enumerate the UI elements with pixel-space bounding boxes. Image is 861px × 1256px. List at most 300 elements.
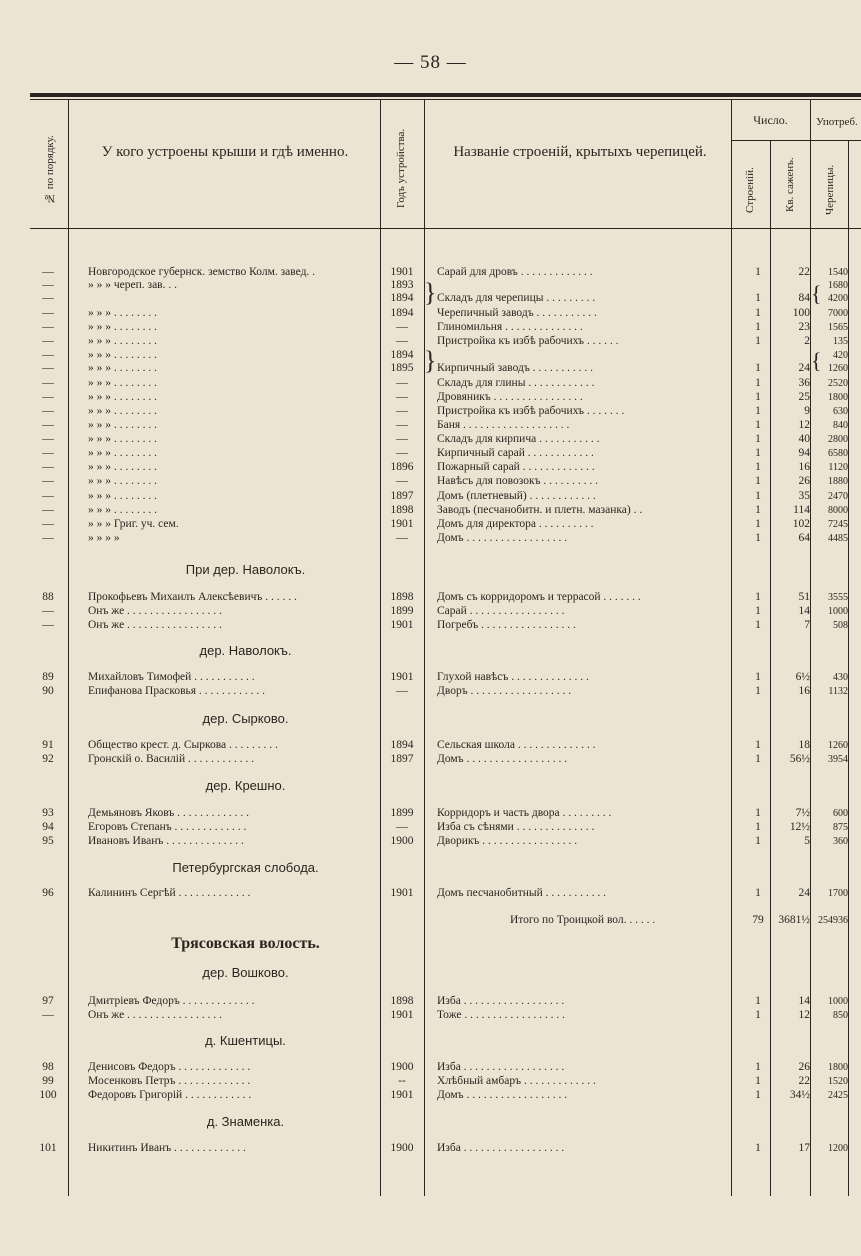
building-count: 1 xyxy=(755,292,761,304)
square-sazhen: 26 xyxy=(798,475,810,487)
building-name: Заводъ (песчанобитн. и плетн. мазанка) . . xyxy=(437,504,643,516)
owner: Федоровъ Григорій . . . . . . . . . . . . xyxy=(88,1089,252,1101)
building-name: Кирпичный сарай . . . . . . . . . . . . xyxy=(437,447,594,459)
square-sazhen: 40 xyxy=(798,433,810,445)
building-count: 1 xyxy=(755,532,761,544)
header-who: У кого устроены крыши и гдѣ именно. xyxy=(101,144,349,160)
owner: Онъ же . . . . . . . . . . . . . . . . . xyxy=(88,1009,222,1021)
top-rule-thin xyxy=(30,99,861,100)
tiles-count: 1880 xyxy=(828,476,848,487)
building-name: Домъ песчанобитный . . . . . . . . . . . xyxy=(437,887,607,899)
row-number: — xyxy=(42,605,54,617)
tiles-count: 1800 xyxy=(828,392,848,403)
owner: » » » . . . . . . . . xyxy=(88,377,157,389)
owner: » » » . . . . . . . . xyxy=(88,447,157,459)
owner: Никитинъ Иванъ . . . . . . . . . . . . . xyxy=(88,1142,246,1154)
owner: » » » . . . . . . . . xyxy=(88,307,157,319)
owner: Мосенковъ Петръ . . . . . . . . . . . . . xyxy=(88,1075,251,1087)
owner: » » » . . . . . . . . xyxy=(88,405,157,417)
row-number: 100 xyxy=(39,1089,57,1101)
square-sazhen: 102 xyxy=(792,518,810,530)
row-number: 97 xyxy=(42,995,54,1007)
table-row xyxy=(0,806,861,821)
square-sazhen: 84 xyxy=(798,292,810,304)
tiles-count: 3954 xyxy=(828,754,848,765)
tiles-count: 2470 xyxy=(828,491,848,502)
table-row xyxy=(0,1088,861,1103)
building-name: Домъ съ корридоромъ и террасой . . . . . . . xyxy=(437,591,641,603)
year: — xyxy=(396,475,408,487)
tiles-count: 1260 xyxy=(828,740,848,751)
owner: » » » череп. зав. . . xyxy=(88,279,177,291)
building-name: Сельская школа . . . . . . . . . . . . . . xyxy=(437,739,596,751)
building-name: Складъ для черепицы . . . . . . . . . xyxy=(437,292,596,304)
table-row xyxy=(0,618,861,633)
square-sazhen: 12½ xyxy=(789,821,810,833)
owner: Ивановъ Иванъ . . . . . . . . . . . . . . xyxy=(88,835,244,847)
owner: » » » . . . . . . . . xyxy=(88,391,157,403)
owner: Егоровъ Степанъ . . . . . . . . . . . . . xyxy=(88,821,247,833)
building-count: 1 xyxy=(755,377,761,389)
section-title: дер. Наволокъ. xyxy=(199,643,292,658)
row-number: 91 xyxy=(42,739,54,751)
square-sazhen: 18 xyxy=(798,739,810,751)
section-title: При дер. Наволокъ. xyxy=(185,562,306,577)
row-number: 101 xyxy=(39,1142,57,1154)
total-label: Итого по Троицкой вол. . . . . . xyxy=(510,914,656,926)
owner: » » » . . . . . . . . xyxy=(88,362,157,374)
row-number: 88 xyxy=(42,591,54,603)
building-count: 1 xyxy=(755,1061,761,1073)
building-name: Кирпичный заводъ . . . . . . . . . . . xyxy=(437,362,594,374)
building-count: 1 xyxy=(755,887,761,899)
tiles-count: 600 xyxy=(833,808,848,819)
building-count: 1 xyxy=(755,1142,761,1154)
table-row xyxy=(0,517,861,532)
total-count: 79 xyxy=(752,914,764,926)
square-sazhen: 51 xyxy=(798,591,810,603)
year: — xyxy=(396,419,408,431)
building-count: 1 xyxy=(755,419,761,431)
brace: } xyxy=(424,278,437,307)
year: — xyxy=(396,532,408,544)
building-count: 1 xyxy=(755,1075,761,1087)
year: 1899 xyxy=(390,807,414,819)
row-number: — xyxy=(42,292,54,304)
owner: Новгородское губернск. земство Колм. завед. . xyxy=(88,266,316,278)
square-sazhen: 22 xyxy=(798,1075,810,1087)
tiles-count: 840 xyxy=(833,420,848,431)
table-row xyxy=(0,404,861,419)
building-count: 1 xyxy=(755,362,761,374)
square-sazhen: 56½ xyxy=(789,753,810,765)
tiles-count: 2520 xyxy=(828,378,848,389)
building-name: Домъ . . . . . . . . . . . . . . . . . . xyxy=(437,753,568,765)
row-number: — xyxy=(42,405,54,417)
building-count: 1 xyxy=(755,671,761,683)
table-row xyxy=(0,1074,861,1089)
year: 1894 xyxy=(390,349,414,361)
tiles-count: 360 xyxy=(833,836,848,847)
square-sazhen: 12 xyxy=(798,1009,810,1021)
owner: » » » . . . . . . . . xyxy=(88,321,157,333)
tiles-count: 508 xyxy=(833,620,848,631)
tiles-count: 3555 xyxy=(828,592,848,603)
year: — xyxy=(396,335,408,347)
year: 1894 xyxy=(390,292,414,304)
square-sazhen: 6½ xyxy=(795,671,810,683)
building-name: Пристройка къ избѣ рабочихъ . . . . . . xyxy=(437,335,619,347)
building-count: 1 xyxy=(755,619,761,631)
table-row xyxy=(0,361,861,376)
tiles-count: 850 xyxy=(833,1010,848,1021)
table-row xyxy=(0,432,861,447)
year: 1900 xyxy=(390,835,414,847)
table-row xyxy=(0,474,861,489)
total-sq: 3681½ xyxy=(778,914,810,926)
row-number: 92 xyxy=(42,753,54,765)
table-row xyxy=(0,376,861,391)
owner: » » » . . . . . . . . xyxy=(88,475,157,487)
top-rule-thick xyxy=(30,93,861,97)
row-number: 98 xyxy=(42,1061,54,1073)
tiles-count: 7245 xyxy=(828,519,848,530)
year: 1901 xyxy=(390,1089,414,1101)
col-divider xyxy=(424,99,425,1196)
owner: » » » . . . . . . . . xyxy=(88,419,157,431)
building-name: Домъ (плетневый) . . . . . . . . . . . . xyxy=(437,490,596,502)
building-name: Домъ . . . . . . . . . . . . . . . . . . xyxy=(437,532,568,544)
square-sazhen: 16 xyxy=(798,685,810,697)
row-number: — xyxy=(42,447,54,459)
tiles-count: 135 xyxy=(833,336,848,347)
building-count: 1 xyxy=(755,807,761,819)
building-count: 1 xyxy=(755,475,761,487)
year: 1898 xyxy=(390,995,414,1007)
year: — xyxy=(396,447,408,459)
building-name: Пожарный сарай . . . . . . . . . . . . . xyxy=(437,461,595,473)
brace: { xyxy=(811,281,822,306)
year: — xyxy=(396,685,408,697)
square-sazhen: 14 xyxy=(798,605,810,617)
square-sazhen: 22 xyxy=(798,266,810,278)
building-name: Домъ для директора . . . . . . . . . . xyxy=(437,518,594,530)
building-count: 1 xyxy=(755,995,761,1007)
row-number: — xyxy=(42,532,54,544)
table-row xyxy=(0,820,861,835)
header-used: Употреб. xyxy=(816,116,858,128)
row-number: 93 xyxy=(42,807,54,819)
row-number: — xyxy=(42,307,54,319)
square-sazhen: 23 xyxy=(798,321,810,333)
square-sazhen: 94 xyxy=(798,447,810,459)
square-sazhen: 14 xyxy=(798,995,810,1007)
owner: Гронскій о. Василій . . . . . . . . . . . . xyxy=(88,753,255,765)
year: — xyxy=(396,821,408,833)
year: -- xyxy=(398,1075,406,1087)
table-row xyxy=(0,684,861,699)
year: 1897 xyxy=(390,753,414,765)
header-count: Число. xyxy=(753,113,788,127)
volost-title: Трясовская волость. xyxy=(171,935,320,952)
building-count: 1 xyxy=(755,335,761,347)
square-sazhen: 7 xyxy=(804,619,810,631)
year: 1897 xyxy=(390,490,414,502)
square-sazhen: 114 xyxy=(793,504,810,516)
year: 1894 xyxy=(390,739,414,751)
table-row xyxy=(0,1008,861,1023)
building-count: 1 xyxy=(755,835,761,847)
building-name: Сарай для дровъ . . . . . . . . . . . . . xyxy=(437,266,593,278)
brace: } xyxy=(424,346,437,375)
tiles-count: 1000 xyxy=(828,606,848,617)
building-name: Баня . . . . . . . . . . . . . . . . . . . xyxy=(437,419,570,431)
building-name: Корридоръ и часть двора . . . . . . . . . xyxy=(437,807,612,819)
row-number: — xyxy=(42,391,54,403)
year: 1898 xyxy=(390,504,414,516)
row-number: — xyxy=(42,279,54,291)
owner: Дмитріевъ Федоръ . . . . . . . . . . . . . xyxy=(88,995,255,1007)
row-number: — xyxy=(42,461,54,473)
tiles-count: 875 xyxy=(833,822,848,833)
year: 1899 xyxy=(390,605,414,617)
table-row xyxy=(0,738,861,753)
tiles-count: 6580 xyxy=(828,448,848,459)
row-number: — xyxy=(42,504,54,516)
year: 1901 xyxy=(390,518,414,530)
building-count: 1 xyxy=(755,447,761,459)
building-count: 1 xyxy=(755,1089,761,1101)
tiles-count: 4485 xyxy=(828,533,848,544)
square-sazhen: 24 xyxy=(798,362,810,374)
year: 1895 xyxy=(390,362,414,374)
tiles-count: 1000 xyxy=(828,996,848,1007)
row-number: 94 xyxy=(42,821,54,833)
header-year: Годъ устройства. xyxy=(395,128,407,208)
building-count: 1 xyxy=(755,321,761,333)
tiles-count: 2800 xyxy=(828,434,848,445)
table-row xyxy=(0,886,861,901)
building-name: Изба . . . . . . . . . . . . . . . . . . xyxy=(437,1142,565,1154)
count-sub-rule xyxy=(731,140,810,141)
row-number: — xyxy=(42,490,54,502)
building-count: 1 xyxy=(755,605,761,617)
square-sazhen: 25 xyxy=(798,391,810,403)
owner: Онъ же . . . . . . . . . . . . . . . . . xyxy=(88,619,222,631)
building-name: Хлѣбный амбаръ . . . . . . . . . . . . . xyxy=(437,1075,596,1087)
owner: » » » » xyxy=(88,532,120,544)
building-count: 1 xyxy=(755,821,761,833)
building-name: Дворъ . . . . . . . . . . . . . . . . . . xyxy=(437,685,572,697)
building-count: 1 xyxy=(755,266,761,278)
header-name: Названіе строеній, крытыхъ черепицей. xyxy=(453,144,707,160)
building-name: Домъ . . . . . . . . . . . . . . . . . . xyxy=(437,1089,568,1101)
table-row xyxy=(0,590,861,605)
building-count: 1 xyxy=(755,490,761,502)
row-number: — xyxy=(42,377,54,389)
table-row xyxy=(0,752,861,767)
building-name: Навѣсъ для повозокъ . . . . . . . . . . xyxy=(437,475,599,487)
table-row xyxy=(0,670,861,685)
table-row xyxy=(0,531,861,546)
header-bottom-rule xyxy=(30,228,861,229)
square-sazhen: 100 xyxy=(792,307,810,319)
owner: Демьяновъ Яковъ . . . . . . . . . . . . . xyxy=(88,807,250,819)
table-row xyxy=(0,291,861,306)
col-divider xyxy=(810,99,811,1196)
tiles-count: 2425 xyxy=(828,1090,848,1101)
table-row xyxy=(0,489,861,504)
tiles-count: 1540 xyxy=(828,267,848,278)
square-sazhen: 16 xyxy=(798,461,810,473)
tiles-count: 1260 xyxy=(828,363,848,374)
header-tiles: Черепицы. xyxy=(824,164,836,216)
building-count: 1 xyxy=(755,591,761,603)
building-name: Пристройка къ избѣ рабочихъ . . . . . . . xyxy=(437,405,625,417)
table-row xyxy=(0,834,861,849)
square-sazhen: 17 xyxy=(798,1142,810,1154)
square-sazhen: 35 xyxy=(798,490,810,502)
year: 1901 xyxy=(390,671,414,683)
section-title: Петербургская слобода. xyxy=(172,860,319,875)
year: 1893 xyxy=(390,279,414,291)
row-number: — xyxy=(42,321,54,333)
tiles-count: 1800 xyxy=(828,1062,848,1073)
row-number: 96 xyxy=(42,887,54,899)
building-count: 1 xyxy=(755,685,761,697)
table-row xyxy=(0,1060,861,1075)
table-row xyxy=(0,390,861,405)
owner: » » » . . . . . . . . xyxy=(88,504,157,516)
table-row xyxy=(0,306,861,321)
building-count: 1 xyxy=(755,1009,761,1021)
row-number: — xyxy=(42,419,54,431)
owner: Общество крест. д. Сыркова . . . . . . . . . xyxy=(88,739,278,751)
header-no: № по порядку. xyxy=(44,135,56,205)
header-sq: Кв. саженъ. xyxy=(784,157,796,213)
square-sazhen: 24 xyxy=(798,887,810,899)
header-buildings: Строеній. xyxy=(744,167,756,213)
building-name: Глиномильня . . . . . . . . . . . . . . xyxy=(437,321,583,333)
square-sazhen: 7½ xyxy=(795,807,810,819)
table-row xyxy=(0,446,861,461)
owner: Епифанова Прасковья . . . . . . . . . . . . xyxy=(88,685,266,697)
row-number: — xyxy=(42,335,54,347)
owner: Прокофьевъ Михаилъ Алексѣевичъ . . . . . . xyxy=(88,591,297,603)
owner: Онъ же . . . . . . . . . . . . . . . . . xyxy=(88,605,222,617)
building-name: Изба съ сѣнями . . . . . . . . . . . . . . xyxy=(437,821,595,833)
building-name: Глухой навѣсъ . . . . . . . . . . . . . . xyxy=(437,671,589,683)
building-count: 1 xyxy=(755,739,761,751)
table-row xyxy=(0,604,861,619)
tiles-count: 8000 xyxy=(828,505,848,516)
year: — xyxy=(396,391,408,403)
tiles-count: 1565 xyxy=(828,322,848,333)
square-sazhen: 26 xyxy=(798,1061,810,1073)
row-number: 95 xyxy=(42,835,54,847)
tiles-count: 1700 xyxy=(828,888,848,899)
year: — xyxy=(396,321,408,333)
tiles-count: 630 xyxy=(833,406,848,417)
building-name: Складъ для кирпича . . . . . . . . . . . xyxy=(437,433,600,445)
row-number: — xyxy=(42,475,54,487)
row-number: 99 xyxy=(42,1075,54,1087)
year: — xyxy=(396,377,408,389)
building-count: 1 xyxy=(755,461,761,473)
row-number: — xyxy=(42,1009,54,1021)
total-tiles: 254936 xyxy=(818,915,848,926)
table-row xyxy=(0,418,861,433)
square-sazhen: 34½ xyxy=(789,1089,810,1101)
table-row xyxy=(0,503,861,518)
square-sazhen: 9 xyxy=(804,405,810,417)
building-count: 1 xyxy=(755,391,761,403)
year: 1896 xyxy=(390,461,414,473)
row-number: — xyxy=(42,266,54,278)
year: 1900 xyxy=(390,1061,414,1073)
square-sazhen: 5 xyxy=(804,835,810,847)
owner: Михайловъ Тимофей . . . . . . . . . . . xyxy=(88,671,255,683)
table-row xyxy=(0,320,861,335)
section-title: дер. Крешно. xyxy=(205,778,286,793)
building-count: 1 xyxy=(755,307,761,319)
tiles-count: 1200 xyxy=(828,1143,848,1154)
table-row xyxy=(0,460,861,475)
building-name: Изба . . . . . . . . . . . . . . . . . . xyxy=(437,1061,565,1073)
year: 1894 xyxy=(390,307,414,319)
building-name: Складъ для глины . . . . . . . . . . . . xyxy=(437,377,595,389)
square-sazhen: 2 xyxy=(804,335,810,347)
tiles-count: 1120 xyxy=(828,462,848,473)
year: 1901 xyxy=(390,266,414,278)
table-row xyxy=(0,994,861,1009)
year: 1901 xyxy=(390,619,414,631)
building-count: 1 xyxy=(755,504,761,516)
section-title: д. Знаменка. xyxy=(206,1114,285,1129)
building-name: Тоже . . . . . . . . . . . . . . . . . . xyxy=(437,1009,566,1021)
building-count: 1 xyxy=(755,518,761,530)
row-number: — xyxy=(42,619,54,631)
owner: » » » . . . . . . . . xyxy=(88,461,157,473)
section-title: дер. Сырково. xyxy=(202,711,289,726)
section-title: дер. Вошково. xyxy=(202,965,289,980)
year: 1900 xyxy=(390,1142,414,1154)
square-sazhen: 64 xyxy=(798,532,810,544)
tiles-count: 7000 xyxy=(828,308,848,319)
row-number: 89 xyxy=(42,671,54,683)
total-row xyxy=(0,913,861,928)
row-number: — xyxy=(42,433,54,445)
brace: { xyxy=(811,348,822,373)
tiles-count: 1680 xyxy=(828,280,848,291)
page-number: — 58 — xyxy=(394,52,467,73)
year: 1901 xyxy=(390,887,414,899)
square-sazhen: 36 xyxy=(798,377,810,389)
year: 1898 xyxy=(390,591,414,603)
row-number: — xyxy=(42,349,54,361)
building-name: Погребъ . . . . . . . . . . . . . . . . . xyxy=(437,619,576,631)
tiles-count: 420 xyxy=(833,350,848,361)
table-row xyxy=(0,1141,861,1156)
year: 1901 xyxy=(390,1009,414,1021)
section-title: д. Кшентицы. xyxy=(205,1033,286,1048)
tiles-count: 4200 xyxy=(828,293,848,304)
owner: » » » . . . . . . . . xyxy=(88,349,157,361)
year: — xyxy=(396,405,408,417)
owner: » » » . . . . . . . . xyxy=(88,490,157,502)
owner: » » » . . . . . . . . xyxy=(88,433,157,445)
building-name: Черепичный заводъ . . . . . . . . . . . xyxy=(437,307,597,319)
